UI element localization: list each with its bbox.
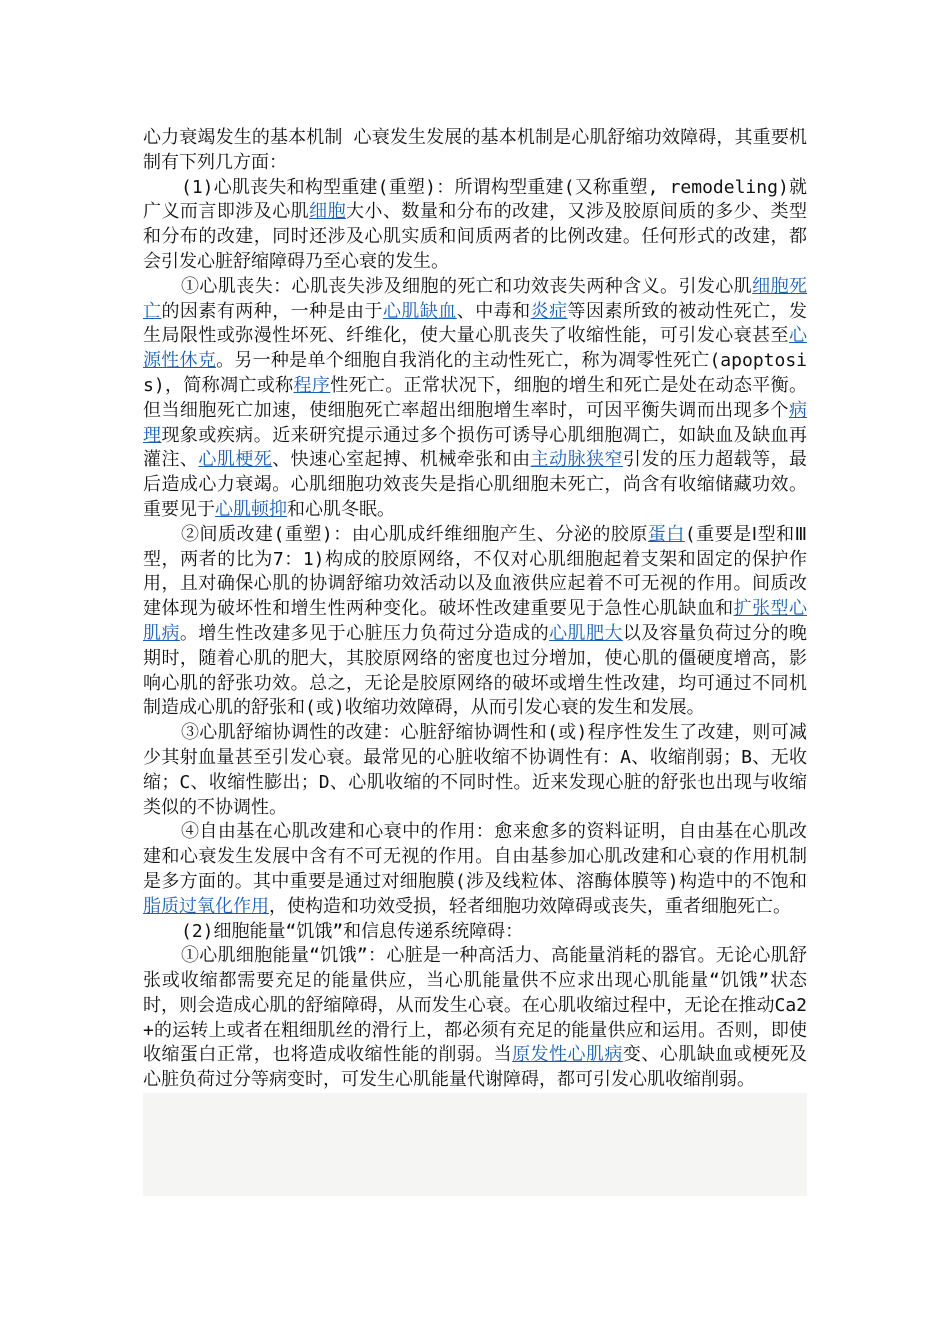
text-run: 以及容量负荷过分的晚期时，随着心肌的肥大，其胶原网络的密度也过分增加，使心肌的僵硬度增高，影响心肌的舒张功效。总之，无论是胶原网络的破坏或增生性改建，均可通过不同机制造成心肌的舒张和(或)收缩功效障碍，从而引发心衰的发生和发展。 <box>143 622 808 719</box>
text-run: 性死亡。正常状况下，细胞的增生和死亡是处在动态平衡。但当细胞死亡加速，使细胞死亡率超出细胞增生率时，可因平衡失调而出现多个 <box>143 374 808 421</box>
paragraph <box>143 126 807 176</box>
paragraph <box>143 820 807 919</box>
hyperlink[interactable]: 原发性心肌病 <box>512 1044 623 1066</box>
hyperlink[interactable]: 脂质过氧化作用 <box>143 895 269 917</box>
text-run: (2)细胞能量“饥饿”和信息传递系统障碍： <box>181 920 524 942</box>
hyperlink[interactable]: 心源性休克 <box>143 325 807 372</box>
text-run: ②间质改建(重塑)：由心肌成纤维细胞产生、分泌的胶原 <box>181 523 648 545</box>
paragraph <box>143 721 807 820</box>
text-run: 心力衰竭发生的基本机制 心衰发生发展的基本机制是心肌舒缩功效障碍，其重要机制有下列几方面： <box>143 127 807 173</box>
document-body <box>143 126 807 1093</box>
text-run: 现象或疾病。近来研究提示通过多个损伤可诱导心肌细胞凋亡，如缺血及缺血再灌注、 <box>143 424 808 471</box>
text-run: 的因素有两种，一种是由于 <box>161 300 383 322</box>
text-run: 。增生性改建多见于心脏压力负荷过分造成的 <box>179 622 550 644</box>
hyperlink[interactable]: 细胞死亡 <box>143 275 808 322</box>
text-run: 大小、数量和分布的改建，又涉及胶原间质的多少、类型和分布的改建，同时还涉及心肌实质和间质两者的比例改建。任何形式的改建，都会引发心脏舒缩障碍乃至心衰的发生。 <box>143 201 808 272</box>
text-run: (重要是Ⅰ型和Ⅲ型，两者的比为7：1)构成的胶原网络，不仅对心肌细胞起着支架和固定的保护作用，且对确保心肌的协调舒缩功效活动以及血液供应起着不可无视的作用。间质改建体现为破坏性和增生性两种变化。破坏性改建重要见于急性心肌缺血和 <box>143 523 807 620</box>
text-run: 。另一种是单个细胞自我消化的主动性死亡，称为凋零性死亡(apoptosis)，简称凋亡或称 <box>143 350 807 396</box>
text-run: 变、心肌缺血或梗死及心脏负荷过分等病变时，可发生心肌能量代谢障碍，都可引发心肌收缩削弱。 <box>143 1044 808 1091</box>
hyperlink[interactable]: 程序 <box>293 374 331 396</box>
paragraph <box>143 944 807 1093</box>
hyperlink[interactable]: 心肌肥大 <box>549 622 623 644</box>
paragraph <box>143 920 807 945</box>
hyperlink[interactable]: 蛋白 <box>647 523 685 545</box>
hyperlink[interactable]: 主动脉狭窄 <box>530 449 623 471</box>
text-run: 引发的压力超载等，最后造成心力衰竭。心肌细胞功效丧失是指心肌细胞未死亡，尚含有收缩储藏功效。重要见于 <box>143 449 808 520</box>
paragraph <box>143 176 807 275</box>
text-run: 、中毒和 <box>456 300 531 322</box>
text-run: ③心肌舒缩协调性的改建：心脏舒缩协调性和(或)程序性发生了改建，则可减少其射血量甚至引发心衰。最常见的心脏收缩不协调性有：A、收缩削弱；B、无收缩；C、收缩性膨出；D、心肌收缩的不同时性。近来发现心脏的舒张也出现与收缩类似的不协调性。 <box>143 722 807 818</box>
paragraph <box>143 275 807 523</box>
text-run: ④自由基在心肌改建和心衰中的作用：愈来愈多的资料证明，自由基在心肌改建和心衰发生发展中含有不可无视的作用。自由基参加心肌改建和心衰的作用机制是多方面的。其中重要是通过对细胞膜(涉及线粒体、溶酶体膜等)构造中的不饱和 <box>143 821 807 892</box>
text-run: ，使构造和功效受损，轻者细胞功效障碍或丧失，重者细胞死亡。 <box>269 895 791 917</box>
text-run: 等因素所致的被动性死亡，发生局限性或弥漫性坏死、纤维化，使大量心肌丧失了收缩性能，可引发心衰甚至 <box>143 300 808 347</box>
text-run: 和心肌冬眠。 <box>287 498 395 520</box>
text-run: (1)心肌丧失和构型重建(重塑)：所谓构型重建(又称重塑, remodeling)就广义而言即涉及心肌 <box>143 176 807 223</box>
text-run: ①心肌细胞能量“饥饿”：心脏是一种高活力、高能量消耗的器官。无论心肌舒张或收缩都需要充足的能量供应，当心肌能量供不应求出现心肌能量“饥饿”状态时，则会造成心肌的舒缩障碍，从而发生心衰。在心肌收缩过程中，无论在推动Ca2+的运转上或者在粗细肌丝的滑行上，都必须有充足的能量供应和运用。否则，即使收缩蛋白正常，也将造成收缩性能的削弱。当 <box>143 945 807 1066</box>
hyperlink[interactable]: 扩张型心肌病 <box>143 598 807 644</box>
text-run: 、快速心室起搏、机械牵张和由 <box>272 449 531 471</box>
text-run: ①心肌丧失：心肌丧失涉及细胞的死亡和功效丧失两种含义。引发心肌 <box>181 275 753 297</box>
hyperlink[interactable]: 心肌顿抑 <box>215 498 287 520</box>
hyperlink[interactable]: 细胞 <box>309 201 347 223</box>
hyperlink[interactable]: 炎症 <box>530 300 568 322</box>
paragraph <box>143 523 807 721</box>
hyperlink[interactable]: 心肌梗死 <box>198 449 273 471</box>
hyperlink[interactable]: 病理 <box>143 399 807 446</box>
hyperlink[interactable]: 心肌缺血 <box>382 300 457 322</box>
